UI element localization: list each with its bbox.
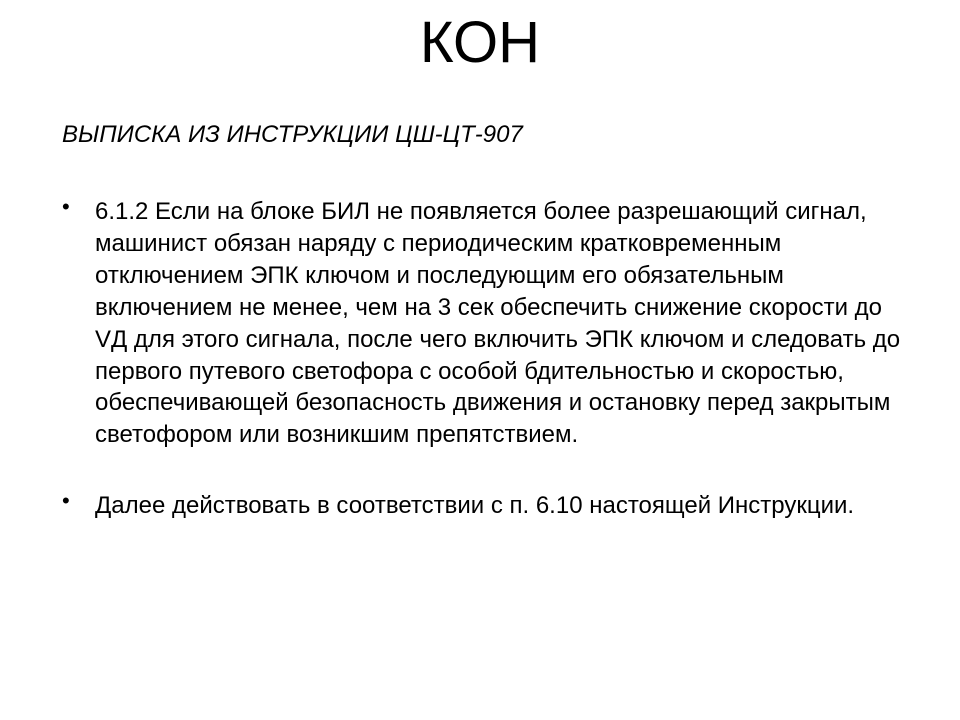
bullet-text: Далее действовать в соответствии с п. 6.10 настоящей Инструкции. bbox=[95, 492, 855, 520]
bullet-dot-icon: • bbox=[62, 194, 70, 219]
slide-title: КОН bbox=[419, 10, 541, 75]
bullet-item bbox=[62, 490, 902, 522]
bullet-dot-icon: • bbox=[62, 488, 70, 514]
bullet-list bbox=[62, 196, 902, 522]
bullet-text: 6.1.2 Если на блоке БИЛ не появляется более разрешающий сигнал, машинист обязан наряду с периодическим кратковременным отключением ЭПК ключом и последующим его обязательным включением не менее, чем на 3 сек обеспечить снижение скорости до VД для этого сигнала, после чего включить ЭПК ключом и следовать до первого путевого светофора с особой бдительностью и скоростью, обеспечивающей безопасность движения и остановку перед закрытым светофором или возникшим препятствием. bbox=[95, 198, 901, 449]
slide-subtitle: ВЫПИСКА ИЗ ИНСТРУКЦИИ ЦШ-ЦТ-907 bbox=[62, 121, 523, 148]
bullet-item bbox=[62, 196, 902, 451]
